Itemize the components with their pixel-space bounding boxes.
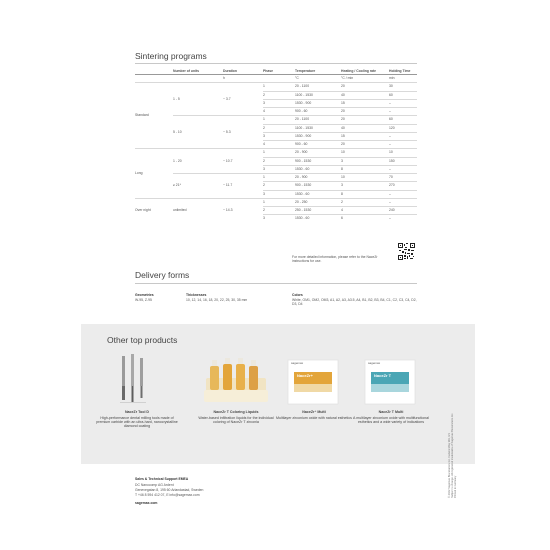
contact-title: Sales & Technical Support EMEA — [135, 477, 189, 481]
units-cell: unlimited — [173, 198, 223, 222]
holding-cell: – — [389, 108, 417, 116]
header-holding: Holding Time — [389, 69, 411, 73]
phase-cell: 2 — [263, 157, 295, 165]
holding-cell: 240 — [389, 207, 417, 215]
holding-cell: – — [389, 190, 417, 198]
phase-cell: 3 — [263, 215, 295, 223]
product-1-desc: High-performance dental milling tools made of premium carbide with an ultra-hard, nanocrystalline diamond coating — [96, 416, 178, 429]
thickness-label: Thicknesses — [186, 293, 207, 297]
milling-tools-image — [100, 352, 172, 408]
product-2-name: NaceZr T Coloring Liquids — [213, 410, 259, 414]
product-1-name: NaceZr Tool D — [124, 410, 150, 414]
temperature-cell: 900 - 60 — [295, 141, 341, 149]
duration-cell: ~ 3.7 — [223, 83, 263, 116]
unit-holding: min — [389, 75, 417, 83]
table-row — [135, 149, 417, 157]
contact-line3[interactable]: T +46 8 594 412 07, E info@sagemax.com — [135, 493, 200, 497]
phase-cell: 2 — [263, 207, 295, 215]
duration-cell: ~ 10.7 — [223, 149, 263, 174]
header-heating: Heating / Cooling rate — [341, 69, 377, 73]
products-title: Other top products — [107, 335, 178, 345]
units-cell: 1 - 20 — [173, 149, 223, 174]
temperature-cell: 1530 - 60 — [295, 190, 341, 198]
heating-cell: 10 — [341, 149, 389, 157]
product-3-name: NaceZr⁺ Multi — [302, 410, 326, 414]
phase-cell: 1 — [263, 116, 295, 124]
program-name: Over night — [135, 198, 173, 222]
phase-cell: 3 — [263, 190, 295, 198]
holding-cell: – — [389, 198, 417, 206]
holding-cell: – — [389, 165, 417, 173]
sintering-title: Sintering programs — [135, 51, 207, 61]
delivery-title: Delivery forms — [135, 270, 190, 280]
temperature-cell: 1530 - 900 — [295, 99, 341, 107]
temperature-cell: 1530 - 60 — [295, 215, 341, 223]
geometries-label: Geometries — [135, 293, 154, 297]
header-temperature: Temperature — [295, 69, 316, 73]
units-cell: 5 - 10 — [173, 116, 223, 149]
phase-cell: 3 — [263, 165, 295, 173]
holding-cell: – — [389, 99, 417, 107]
heating-cell: 20 — [341, 83, 389, 91]
colors-value: White, OM1, OM2, OM3, A1, A2, A3, A3.5, A4, B1, B2, B3, B4, C1, C2, C3, C4, D2, D3, D4 — [292, 298, 417, 307]
instructions-note: For more detailed information, please refer to the NaceZr instructions for use. — [292, 255, 378, 264]
phase-cell: 1 — [263, 83, 295, 91]
heating-cell: 6 — [341, 215, 389, 223]
duration-cell: ~ 14.3 — [223, 198, 263, 222]
holding-cell: 60 — [389, 116, 417, 124]
product-3-desc: Multilayer zirconium oxide with natural esthetics — [276, 416, 352, 420]
holding-cell: 30 — [389, 83, 417, 91]
table-row — [135, 198, 417, 206]
box4-label: NaceZr T — [374, 373, 392, 378]
heating-cell: 15 — [341, 99, 389, 107]
header-duration: Duration — [223, 69, 237, 73]
holding-cell: 60 — [389, 91, 417, 99]
program-name: Standard — [135, 83, 173, 149]
colors-label: Colors — [292, 293, 303, 297]
product-4-name: NaceZr T Multi — [378, 410, 404, 414]
holding-cell: – — [389, 141, 417, 149]
title-rule — [135, 63, 417, 64]
holding-cell: – — [389, 215, 417, 223]
legal-line2: Subject to change. All registered trademarks of Sagemax Bioceramics Inc. — [451, 412, 455, 498]
header-phase: Phase — [263, 69, 273, 73]
phase-cell: 4 — [263, 108, 295, 116]
temperature-cell: 900 - 1530 — [295, 182, 341, 190]
table-row — [135, 174, 417, 182]
heating-cell: 4 — [341, 207, 389, 215]
holding-cell: 120 — [389, 124, 417, 132]
temperature-cell: 1530 - 60 — [295, 165, 341, 173]
heating-cell: 2 — [341, 198, 389, 206]
heating-cell: 20 — [341, 141, 389, 149]
units-cell: ≥ 21* — [173, 174, 223, 199]
thickness-value: 10, 12, 14, 16, 18, 20, 22, 25, 30, 35 mm — [186, 298, 248, 302]
sintering-table — [135, 69, 417, 223]
heating-cell: 3 — [341, 157, 389, 165]
phase-cell: 4 — [263, 141, 295, 149]
heating-cell: 10 — [341, 174, 389, 182]
box3-brand: sagemax — [291, 361, 304, 365]
contact-line2: Genevegatan 8, 195 60 Arlandastad, Sweden — [135, 488, 204, 492]
heating-cell: 20 — [341, 108, 389, 116]
units-cell: 1 - 5 — [173, 83, 223, 116]
geometries-value: W-95, Z-95 — [135, 298, 152, 302]
phase-cell: 1 — [263, 174, 295, 182]
header-units: Number of units — [173, 69, 199, 73]
phase-cell: 3 — [263, 132, 295, 140]
heating-cell: 40 — [341, 91, 389, 99]
phase-cell: 3 — [263, 99, 295, 107]
t-multi-box-image — [355, 352, 427, 408]
unit-temperature: °C — [295, 75, 341, 83]
unit-heating: °C / min — [341, 75, 389, 83]
temperature-cell: 20 - 1100 — [295, 83, 341, 91]
temperature-cell: 900 - 1530 — [295, 157, 341, 165]
legal-side-text — [448, 398, 458, 498]
delivery-rule — [135, 283, 417, 284]
holding-cell: 150 — [389, 157, 417, 165]
temperature-cell: 20 - 250 — [295, 198, 341, 206]
phase-cell: 2 — [263, 124, 295, 132]
duration-cell: ~ 11.7 — [223, 174, 263, 199]
heating-cell: 40 — [341, 124, 389, 132]
phase-cell: 2 — [263, 91, 295, 99]
program-name: Long — [135, 149, 173, 199]
temperature-cell: 20 - 900 — [295, 149, 341, 157]
heating-cell: 20 — [341, 116, 389, 124]
phase-cell: 1 — [263, 149, 295, 157]
temperature-cell: 250 - 1530 — [295, 207, 341, 215]
temperature-cell: 900 - 60 — [295, 108, 341, 116]
heating-cell: 8 — [341, 190, 389, 198]
product-4-desc: A multilayer zirconium oxide with multifunctional esthetics and a wide variety of indications — [353, 416, 429, 425]
legal-line1: © 2022 Sagemax Bioceramics Inc. Federal Way WA, US — [448, 432, 451, 498]
duration-cell: ~ 5.3 — [223, 116, 263, 149]
box3-label: NaceZr+ — [297, 373, 313, 378]
heating-cell: 15 — [341, 132, 389, 140]
contact-web-link[interactable]: sagemax.com — [135, 501, 158, 505]
holding-cell: 70 — [389, 174, 417, 182]
temperature-cell: 1100 - 1530 — [295, 124, 341, 132]
temperature-cell: 20 - 1100 — [295, 116, 341, 124]
box4-brand: sagemax — [368, 361, 381, 365]
product-2-desc: Water-based infiltration liquids for the individual coloring of NaceZr T zirconia — [198, 416, 274, 425]
unit-row — [135, 75, 417, 83]
heating-cell: 8 — [341, 165, 389, 173]
contact-line1: DC Nanocomp AG Ardent — [135, 483, 174, 487]
qr-code-icon[interactable] — [398, 243, 415, 260]
holding-cell: 270 — [389, 182, 417, 190]
phase-cell: 2 — [263, 182, 295, 190]
holding-cell: – — [389, 132, 417, 140]
temperature-cell: 1100 - 1530 — [295, 91, 341, 99]
multi-box-image — [278, 352, 350, 408]
legal-line3: Printed in Germany — [454, 475, 458, 498]
table-row — [135, 83, 417, 91]
heating-cell: 3 — [341, 182, 389, 190]
holding-cell: 10 — [389, 149, 417, 157]
coloring-liquids-image — [200, 352, 272, 408]
temperature-cell: 20 - 900 — [295, 174, 341, 182]
unit-duration: h — [223, 75, 263, 83]
table-row — [135, 116, 417, 124]
temperature-cell: 1530 - 900 — [295, 132, 341, 140]
phase-cell: 1 — [263, 198, 295, 206]
